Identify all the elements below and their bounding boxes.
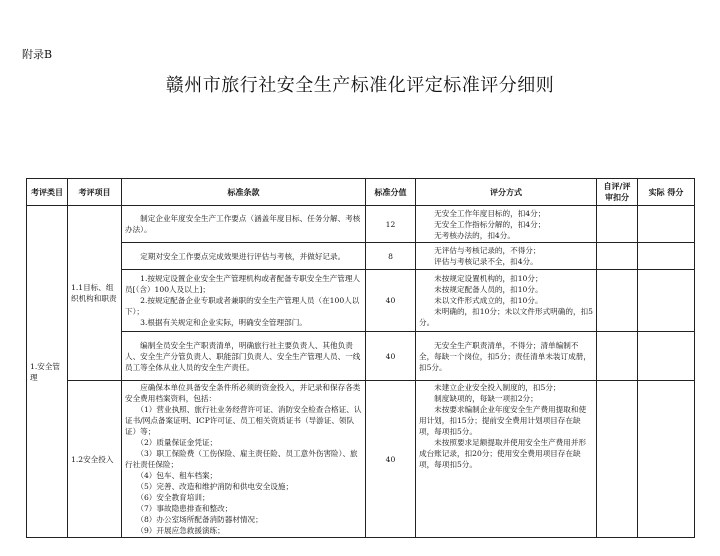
standard-cell: 应确保本单位具备安全条件所必须的资金投入，并记录和保存各类安全费用档案资料，包括： （1）营业执照、旅行社业务经营许可证、消防安全检查合格证、认证书/网点备案证明、ICP许可证、员工相关资质证书（导游证、领队证）等； （2）质量保证金凭证； （3）职工保险费（工伤保险、雇主责任险、员工意外伤害险）、旅行社责任保险； （4）包车、租车档案； （5）完善、改造和维护消防和供电安全设施； （6）安全教育培训； （7）事故隐患排查和整改； （8）办公室场所配备消防器材情况； （9）开展应急救援演练；	[122, 381, 366, 538]
document-title: 赣州市旅行社安全生产标准化评定标准评分细则	[165, 75, 555, 96]
item-cell: 1.2安全投入	[68, 381, 122, 538]
method-cell: 无安全生产职责清单，不得分；清单编制不全，每缺一个岗位，扣5分；责任清单未装订成册，扣5分。	[416, 332, 597, 381]
actual-score-cell	[638, 206, 695, 243]
score-cell: 8	[366, 243, 416, 270]
table-header-row	[27, 179, 695, 206]
self-deduct-cell	[597, 332, 638, 381]
standard-cell: 定期对安全工作要点完成效果进行评估与考核，并做好记录。	[122, 243, 366, 270]
method-cell: 未按规定设置机构的，扣10分； 未按规定配备人员的，扣10分。 未以文件形式成立的，扣10分。 未明确的，扣10分；未以文件形式明确的，扣5分。	[416, 270, 597, 332]
standard-cell: 1.按规定设置企业安全生产管理机构或者配备专职安全生产管理人员[（含）100人及以上]； 2.按规定配备企业专职或者兼职的安全生产管理人员（在100人以下）； 3.根据有关规定和企业实际，明确安全管理部门。	[122, 270, 366, 332]
method-cell: 无评估与考核记录的，不得分； 评估与考核记录不全，扣4分。	[416, 243, 597, 270]
self-deduct-cell	[597, 270, 638, 332]
actual-score-cell	[638, 381, 695, 538]
score-cell: 40	[366, 332, 416, 381]
table-row	[27, 381, 695, 538]
score-cell: 12	[366, 206, 416, 243]
self-deduct-cell	[597, 243, 638, 270]
method-cell: 未建立企业安全投入制度的，扣5分； 制度缺项的，每缺一项扣2分； 未按要求编制企业年度安全生产费用提取和使用计划，扣15分；提前安全费用计划项目存在缺项，每项扣5分。 未按照要求足额提取并使用安全生产费用并形成台账记录，扣20分；使用安全费用项目存在缺项，每项扣5分。	[416, 381, 597, 538]
header-score: 标准分值	[366, 179, 416, 206]
header-category: 考评类目	[27, 179, 68, 206]
self-deduct-cell	[597, 206, 638, 243]
scoring-table	[26, 178, 695, 538]
table-row	[27, 243, 695, 270]
table-row	[27, 206, 695, 243]
table-row	[27, 270, 695, 332]
header-item: 考评项目	[68, 179, 122, 206]
header-actual: 实际 得分	[638, 179, 695, 206]
score-cell: 40	[366, 270, 416, 332]
standard-cell: 编制全员安全生产职责清单，明确旅行社主要负责人、其他负责人、安全生产分管负责人、职能部门负责人、安全生产管理人员、一线员工等全体从业人员的安全生产责任。	[122, 332, 366, 381]
actual-score-cell	[638, 243, 695, 270]
table-row	[27, 332, 695, 381]
header-standard: 标准条款	[122, 179, 366, 206]
header-self-deduct: 自评/评审扣分	[597, 179, 638, 206]
actual-score-cell	[638, 332, 695, 381]
header-method: 评分方式	[416, 179, 597, 206]
score-cell: 40	[366, 381, 416, 538]
category-cell: 1.安全管理	[27, 206, 68, 538]
self-deduct-cell	[597, 381, 638, 538]
appendix-label: 附录B	[22, 48, 53, 61]
item-cell: 1.1目标、组织机构和职责	[68, 206, 122, 381]
standard-cell: 制定企业年度安全生产工作要点（涵盖年度目标、任务分解、考核办法）。	[122, 206, 366, 243]
method-cell: 无安全工作年度目标的，扣4分； 无安全工作指标分解的，扣4分； 无考核办法的，扣4分。	[416, 206, 597, 243]
actual-score-cell	[638, 270, 695, 332]
